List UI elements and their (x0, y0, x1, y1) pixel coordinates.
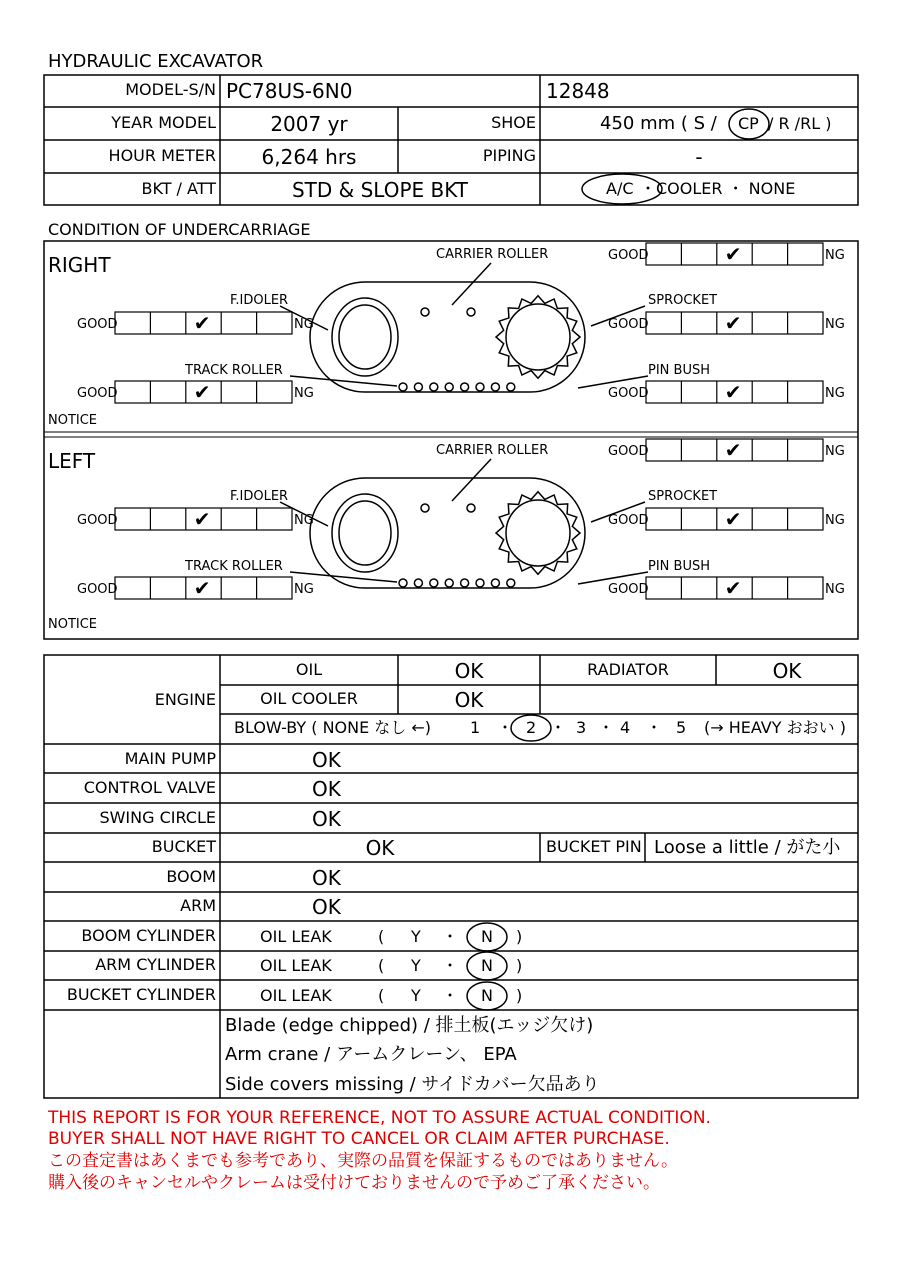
disclaimer-line: THIS REPORT IS FOR YOUR REFERENCE, NOT TO ASSURE ACTUAL CONDITION. (48, 1108, 711, 1128)
arm-cylinder-leak-y: Y (411, 956, 421, 975)
note-line: Side covers missing / サイドカバー欠品あり (225, 1074, 600, 1095)
right-side-label: RIGHT (48, 253, 111, 277)
right-notice-label: NOTICE (48, 413, 98, 428)
bucket-label: BUCKET (151, 837, 216, 856)
right-sprocket-label: SPROCKET (648, 293, 718, 308)
bkt-value: STD & SLOPE BKT (291, 178, 469, 202)
swing-circle-label: SWING CIRCLE (99, 808, 216, 827)
track-roller-dot (399, 579, 407, 587)
check-mark-icon: ✔ (724, 576, 742, 600)
oil-cooler-label: OIL COOLER (260, 689, 358, 708)
arm-cylinder-oil-leak-label: OIL LEAK (260, 956, 332, 975)
blowby-level-2: 2 (526, 718, 537, 737)
serial-value: 12848 (546, 79, 610, 103)
bucket-cylinder-leak-y: Y (411, 986, 421, 1005)
bucket-cylinder-oil-leak-label: OIL LEAK (260, 986, 332, 1005)
att-option-ac: A/C (606, 179, 634, 198)
blowby-level-5: 5 (676, 718, 687, 737)
blowby-level-3: 3 (576, 718, 587, 737)
left-pin-bush-label: PIN BUSH (648, 559, 710, 574)
ng-label: NG (825, 248, 845, 263)
right-carrier-roller-label: CARRIER ROLLER (436, 247, 549, 262)
note-line: Blade (edge chipped) / 排土板(エッジ欠け) (225, 1015, 594, 1036)
control-valve-value: OK (312, 777, 341, 801)
track-roller-dot (507, 579, 515, 587)
check-mark-icon: ✔ (724, 507, 742, 531)
main-pump-value: OK (312, 748, 341, 772)
track-roller-dot (491, 383, 499, 391)
front-idler (332, 494, 398, 572)
year-value: 2007 yr (270, 112, 348, 136)
oil-value: OK (454, 659, 484, 683)
ng-label: NG (825, 444, 845, 459)
radiator-label: RADIATOR (587, 660, 669, 679)
check-mark-icon: ✔ (193, 507, 211, 531)
model-value: PC78US-6N0 (226, 79, 353, 103)
oil-cooler-value: OK (454, 688, 484, 712)
track-roller-dot (430, 579, 438, 587)
note-line: Arm crane / アームクレーン、 EPA (225, 1044, 517, 1065)
boom-cylinder-leak-y: Y (411, 927, 421, 946)
check-mark-icon: ✔ (724, 380, 742, 404)
track-outline (310, 282, 585, 392)
track-diagram-left (280, 459, 648, 588)
good-label: GOOD (608, 248, 649, 263)
carrier-roller-dot (421, 308, 429, 316)
hour-label: HOUR METER (108, 146, 216, 165)
track-outline (310, 478, 585, 588)
arm-cylinder-label: ARM CYLINDER (95, 955, 216, 974)
good-label: GOOD (77, 582, 118, 597)
sprocket-gear (496, 492, 580, 574)
track-roller-dot (445, 579, 453, 587)
left-track-roller-label: TRACK ROLLER (185, 559, 283, 574)
ng-label: NG (294, 317, 314, 332)
good-label: GOOD (77, 513, 118, 528)
ng-label: NG (825, 386, 845, 401)
radiator-value: OK (772, 659, 802, 683)
check-mark-icon: ✔ (724, 438, 742, 462)
shoe-options-rest: / R /RL ) (768, 114, 832, 133)
check-mark-icon: ✔ (193, 311, 211, 335)
disclaimer-line: BUYER SHALL NOT HAVE RIGHT TO CANCEL OR CLAIM AFTER PURCHASE. (48, 1129, 670, 1149)
control-valve-label: CONTROL VALVE (83, 778, 216, 797)
boom-value: OK (312, 866, 341, 890)
carrier-roller-dot (421, 504, 429, 512)
ng-label: NG (294, 386, 314, 401)
check-mark-icon: ✔ (724, 311, 742, 335)
oil-label: OIL (295, 660, 323, 679)
boom-cylinder-label: BOOM CYLINDER (81, 926, 216, 945)
shoe-option-cp: CP (738, 114, 759, 133)
ng-label: NG (825, 582, 845, 597)
disclaimer-line: この査定書はあくまでも参考であり、実際の品質を保証するものではありません。 (48, 1151, 679, 1171)
piping-label: PIPING (482, 146, 536, 165)
good-label: GOOD (77, 386, 118, 401)
track-diagram-right (280, 263, 648, 392)
carrier-roller-dot (467, 308, 475, 316)
left-f-idoler-label: F.IDOLER (230, 489, 289, 504)
swing-circle-value: OK (312, 807, 341, 831)
track-roller-dot (476, 579, 484, 587)
ng-label: NG (294, 582, 314, 597)
good-label: GOOD (608, 317, 649, 332)
blowby-level-1: 1 (470, 718, 481, 737)
boom-label: BOOM (166, 867, 216, 886)
model-label: MODEL-S/N (125, 80, 216, 99)
shoe-value: 450 mm ( S / (600, 113, 717, 134)
piping-value: - (695, 145, 703, 169)
arm-value: OK (312, 895, 341, 919)
arm-label: ARM (180, 896, 216, 915)
right-f-idoler-label: F.IDOLER (230, 293, 289, 308)
ng-label: NG (825, 317, 845, 332)
ng-label: NG (294, 513, 314, 528)
check-mark-icon: ✔ (724, 242, 742, 266)
good-label: GOOD (608, 582, 649, 597)
right-pin-bush-label: PIN BUSH (648, 363, 710, 378)
hour-value: 6,264 hrs (261, 145, 357, 169)
left-side-label: LEFT (48, 449, 96, 473)
engine-label: ENGINE (154, 690, 216, 709)
track-roller-dot (414, 579, 422, 587)
track-roller-dot (430, 383, 438, 391)
arm-cylinder-leak-n: N (481, 956, 493, 975)
track-roller-dot (414, 383, 422, 391)
bucket-cylinder-leak-n: N (481, 986, 493, 1005)
track-roller-dot (461, 579, 469, 587)
track-roller-dot (461, 383, 469, 391)
year-label: YEAR MODEL (111, 113, 216, 132)
left-carrier-roller-label: CARRIER ROLLER (436, 443, 549, 458)
track-roller-dot (507, 383, 515, 391)
blowby-prefix: BLOW-BY ( NONE なし ←) (234, 718, 432, 737)
boom-cylinder-leak-n: N (481, 927, 493, 946)
carrier-roller-dot (467, 504, 475, 512)
bucket-pin-label: BUCKET PIN (546, 837, 642, 856)
good-label: GOOD (608, 444, 649, 459)
good-label: GOOD (608, 513, 649, 528)
blowby-suffix: (→ HEAVY おおい ) (704, 718, 846, 737)
undercarriage-title: CONDITION OF UNDERCARRIAGE (48, 220, 311, 239)
blowby-level-4: 4 (620, 718, 631, 737)
track-roller-dot (445, 383, 453, 391)
boom-cylinder-oil-leak-label: OIL LEAK (260, 927, 332, 946)
disclaimer-line: 購入後のキャンセルやクレームは受付けておりませんので予めご了承ください。 (48, 1173, 660, 1193)
bkt-label: BKT / ATT (141, 179, 216, 198)
bucket-pin-value: Loose a little / がた小 (654, 837, 841, 858)
check-mark-icon: ✔ (193, 576, 211, 600)
att-options-rest: ・COOLER ・ NONE (640, 179, 796, 198)
sprocket-gear (496, 296, 580, 378)
ng-label: NG (825, 513, 845, 528)
front-idler (332, 298, 398, 376)
track-roller-dot (399, 383, 407, 391)
left-notice-label: NOTICE (48, 617, 98, 632)
track-roller-dot (491, 579, 499, 587)
bucket-value: OK (365, 836, 395, 860)
good-label: GOOD (608, 386, 649, 401)
bucket-cylinder-label: BUCKET CYLINDER (66, 985, 216, 1004)
right-track-roller-label: TRACK ROLLER (185, 363, 283, 378)
check-mark-icon: ✔ (193, 380, 211, 404)
track-roller-dot (476, 383, 484, 391)
shoe-label: SHOE (491, 113, 536, 132)
good-label: GOOD (77, 317, 118, 332)
document-title: HYDRAULIC EXCAVATOR (48, 51, 264, 72)
left-sprocket-label: SPROCKET (648, 489, 718, 504)
main-pump-label: MAIN PUMP (124, 749, 216, 768)
